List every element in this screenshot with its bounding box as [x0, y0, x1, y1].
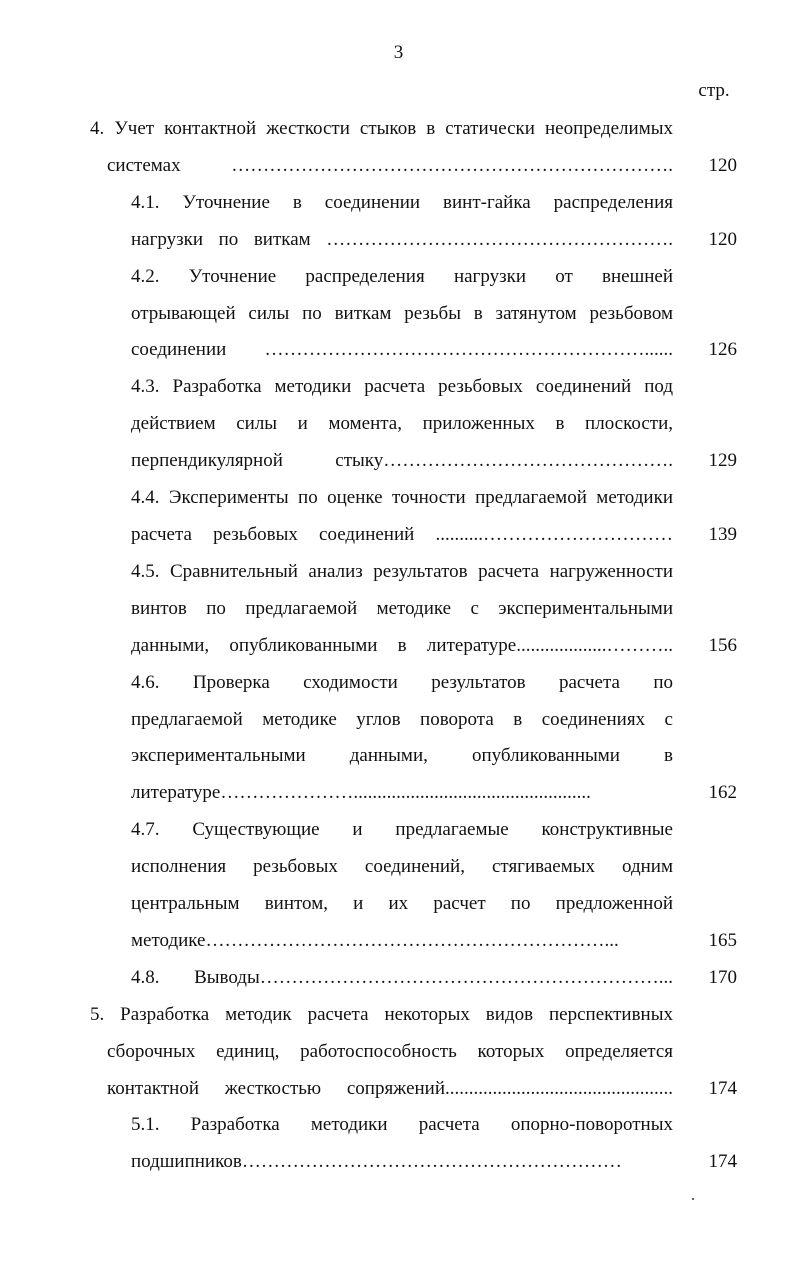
toc-entry-line: методике………………………………………………………...: [131, 929, 619, 951]
table-of-contents: [0, 111, 797, 1181]
toc-entry-line: подшипников……………………………………………………: [131, 1151, 622, 1173]
toc-entry-line: экспериментальными данными, опубликованными в: [131, 745, 673, 767]
toc-entry-line: 5. Разработка методик расчета некоторых видов перспективных: [90, 1003, 673, 1025]
toc-entry-line: расчета резьбовых соединений ..........…………………………: [131, 523, 673, 545]
toc-entry-line: контактной жесткостью сопряжений................................................: [107, 1077, 673, 1099]
toc-page-number: 174: [708, 1077, 737, 1099]
toc-entry-line: 4.3. Разработка методики расчета резьбовых соединений под: [131, 376, 673, 398]
toc-entry-line: исполнения резьбовых соединений, стягиваемых одним: [131, 856, 673, 878]
toc-entry-line: 4.2. Уточнение распределения нагрузки от внешней: [131, 265, 673, 287]
toc-entry-line: сборочных единиц, работоспособность которых определяется: [107, 1040, 673, 1062]
toc-entry-line: 4.4. Эксперименты по оценке точности предлагаемой методики: [131, 487, 673, 509]
toc-entry-4-6: [0, 665, 797, 813]
toc-entry-line: 4.6. Проверка сходимости результатов расчета по: [131, 671, 673, 693]
toc-entry-line: действием силы и момента, приложенных в плоскости,: [131, 413, 673, 435]
toc-page-number: 156: [708, 634, 737, 656]
toc-entry-line: предлагаемой методике углов поворота в соединениях с: [131, 708, 673, 730]
toc-entry-line: отрывающей силы по виткам резьбы в затянутом резьбовом: [131, 302, 673, 324]
toc-entry-line: 4. Учет контактной жесткости стыков в статически неопределимых: [90, 118, 673, 139]
toc-entry-4-5: [0, 554, 797, 665]
toc-entry-line: центральным винтом, и их расчет по предложенной: [131, 893, 673, 915]
toc-page-number: 139: [708, 523, 737, 545]
toc-entry-4-1: [0, 185, 797, 259]
toc-entry-line: нагрузки по виткам ……………………………………………….: [131, 228, 673, 250]
toc-page-number: 165: [708, 929, 737, 951]
toc-entry-line: винтов по предлагаемой методике с экспериментальными: [131, 597, 673, 619]
toc-entry-line: 4.8. Выводы………………………………………………………...: [131, 966, 673, 988]
toc-page-number: 170: [708, 966, 737, 988]
toc-entry-4-4: [0, 480, 797, 554]
page-column-header: стр.: [698, 80, 730, 101]
toc-page-number: 126: [708, 339, 737, 361]
toc-entry-4-3: [0, 369, 797, 480]
toc-page-number: 120: [708, 154, 737, 176]
toc-entry-line: 4.5. Сравнительный анализ результатов расчета нагруженности: [131, 560, 673, 582]
toc-page-number: 120: [708, 228, 737, 250]
toc-entry-line: соединении ……………………………………………………......: [131, 339, 673, 361]
toc-entry-line: перпендикулярной стыку……………………………………….: [131, 450, 673, 472]
toc-entry-4-7: [0, 812, 797, 960]
page-number: 3: [393, 42, 404, 63]
toc-entry-line: 5.1. Разработка методики расчета опорно-поворотных: [131, 1114, 673, 1136]
toc-entry-line: литературе…………………..................................................: [131, 782, 591, 804]
toc-entry-line: данными, опубликованными в литературе...................………..: [131, 634, 673, 656]
toc-page-number: 129: [708, 450, 737, 472]
toc-page-number: 174: [708, 1151, 737, 1173]
toc-entry-line: 4.1. Уточнение в соединении винт-гайка распределения: [131, 191, 673, 213]
toc-entry-5-1: [0, 1107, 797, 1181]
toc-entry-4-2: [0, 259, 797, 370]
toc-entry-line: 4.7. Существующие и предлагаемые конструктивные: [131, 819, 673, 841]
scan-speck: [692, 1198, 694, 1200]
toc-page-number: 162: [708, 782, 737, 804]
toc-entry-5: [0, 997, 797, 1108]
toc-entry-4-8: [0, 960, 797, 997]
toc-entry-4: [0, 111, 797, 185]
toc-entry-line: системах …………………………………………………………….: [107, 154, 673, 176]
